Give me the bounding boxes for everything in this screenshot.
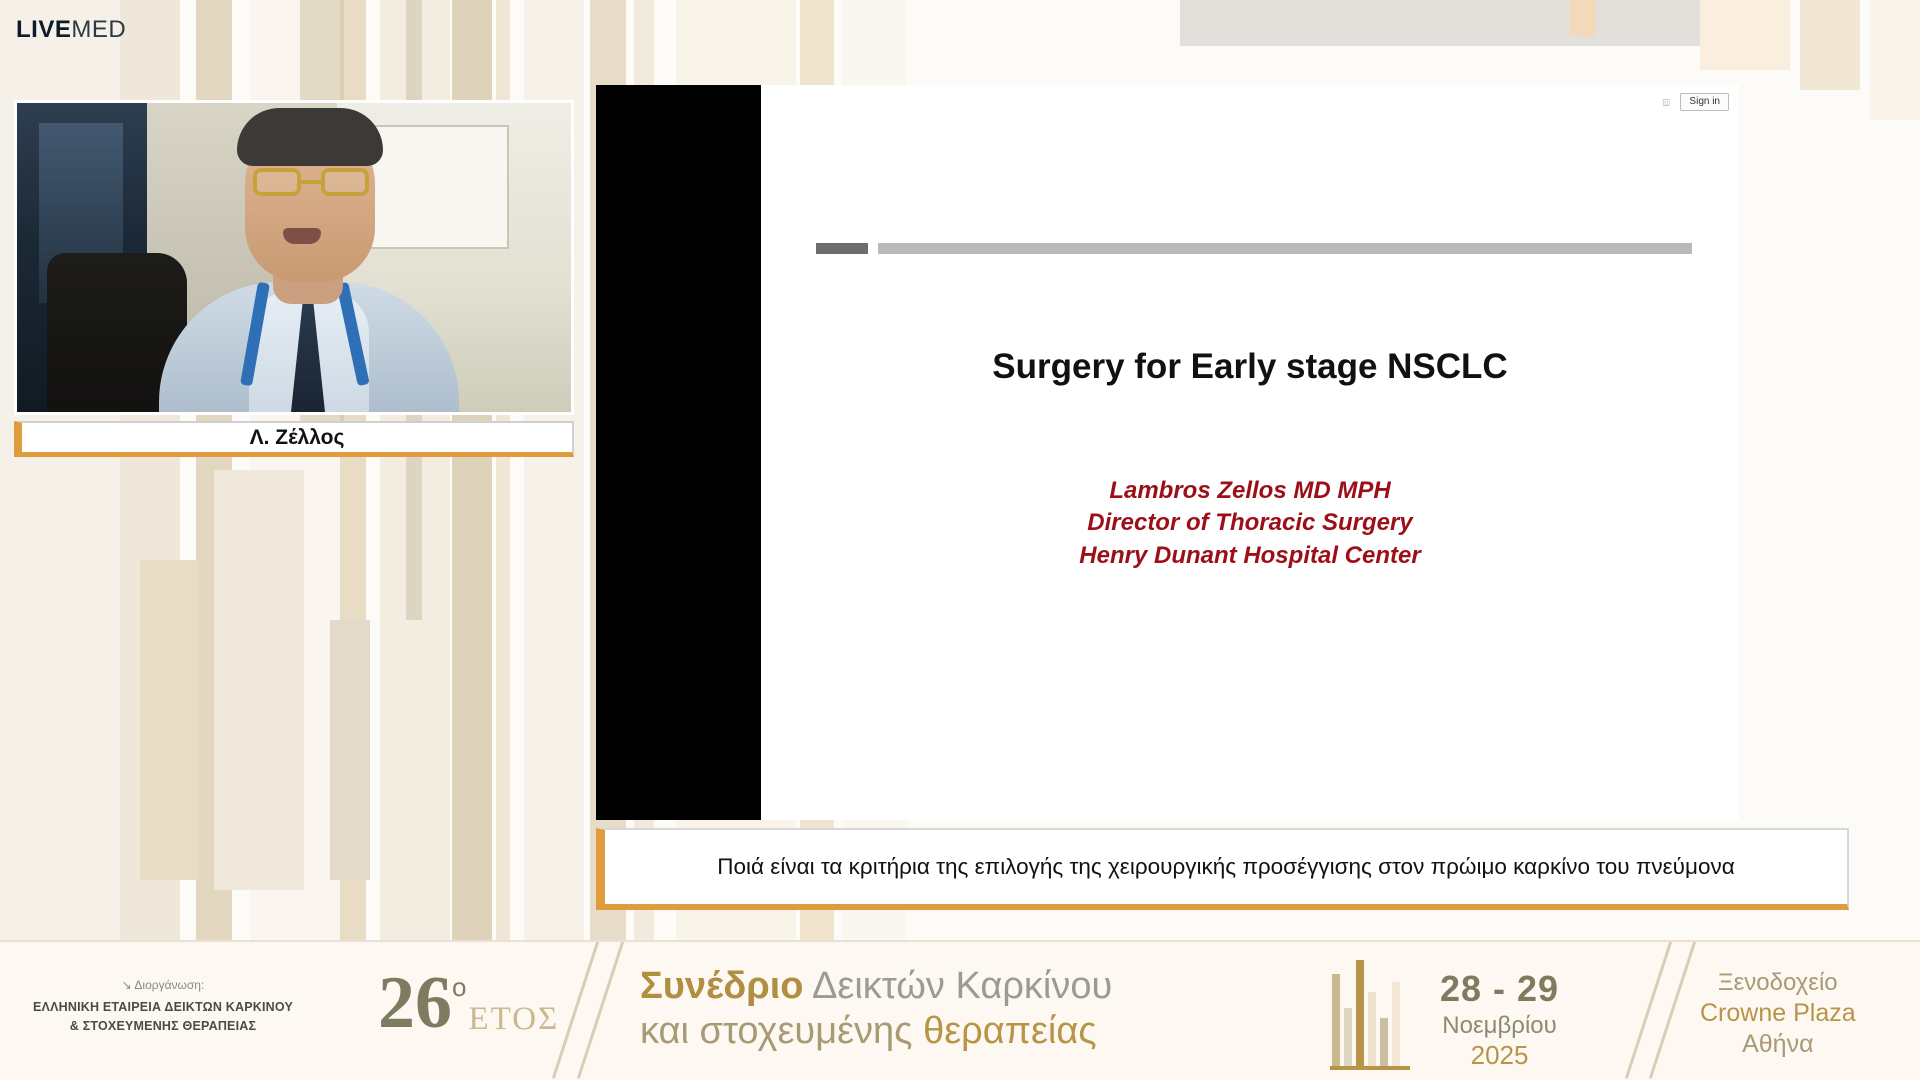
slide-author-block [761,475,1739,572]
organizer-block [18,978,308,1036]
slide-decor-rule [816,243,1692,254]
congress-title-word-2: Δεικτών Καρκίνου [812,965,1113,1007]
speaker-figure [187,112,427,412]
slide-author-line-3: Henry Dunant Hospital Center [1079,541,1421,569]
edition-word: ΕΤΟΣ [468,1001,560,1038]
edition-number: 26 [378,962,452,1044]
congress-title-block [640,964,1112,1054]
organizer-kicker-text: Διοργάνωση: [134,978,205,992]
date-block [1440,968,1559,1071]
slide-author-line-1: Lambros Zellos MD MPH [1109,477,1391,504]
glasses-icon [253,168,369,198]
sign-in-button[interactable]: Sign in [1680,93,1729,111]
congress-title-word-4: θεραπείας [923,1009,1097,1052]
organizer-name-line-2: & ΣΤΟΧΕΥΜΕΝΗΣ ΘΕΡΑΠΕΙΑΣ [69,1018,257,1033]
speaker-video[interactable] [14,100,574,415]
brand-logo-light: MED [71,16,127,43]
congress-title-word-3: και στοχευμένης [640,1009,913,1052]
brand-logo-bold: LIVE [16,16,72,43]
organizer-name [18,998,308,1036]
organizer-name-line-1: ΕΛΛΗΝΙΚΗ ΕΤΑΙΡΕΙΑ ΔΕΙΚΤΩΝ ΚΑΡΚΙΝΟΥ [33,1000,293,1014]
slide-title: Surgery for Early stage NSCLC [992,347,1508,386]
organizer-kicker: ↘ Διοργάνωση: [121,978,205,992]
slide-viewer[interactable] [596,85,1739,820]
speaker-panel [14,100,574,457]
banner-bars-graphic [1330,960,1410,1070]
congress-title-line-1 [640,964,1112,1009]
banner-divider-3 [1625,940,1674,1079]
banner-divider-4 [1649,940,1698,1079]
edition-number-block [378,962,560,1044]
conference-banner [0,940,1920,1080]
slide-page [761,85,1739,820]
question-caption-text: Ποιά είναι τα κριτήρια της επιλογής της χειρουργικής προσέγγισης στον πρώιμο καρκίνο του πνεύμονα [717,854,1735,880]
venue-line-2: Crowne Plaza [1700,999,1856,1027]
slide-author-line-2: Director of Thoracic Surgery [1087,509,1413,537]
edition-ordinal: ο [452,972,467,1002]
expand-icon[interactable]: ⧈ [1662,94,1671,109]
congress-title-line-2 [640,1009,1112,1054]
congress-title-word-1: Συνέδριο [640,965,804,1007]
banner-divider-1 [552,940,601,1079]
banner-divider-2 [577,940,626,1079]
date-year: 2025 [1470,1040,1529,1070]
venue-line-1: Ξενοδοχείο [1717,969,1838,996]
venue-line-3: Αθήνα [1742,1030,1814,1059]
venue-block [1700,968,1856,1061]
date-month: Νοεμβρίου [1442,1012,1557,1039]
speaker-name-bar [14,421,574,457]
slide-toolbar [1662,93,1729,111]
speaker-name: Λ. Ζέλλος [249,425,345,449]
brand-logo [16,16,126,44]
question-caption-bar [596,828,1849,910]
date-range: 28 - 29 [1440,968,1560,1009]
